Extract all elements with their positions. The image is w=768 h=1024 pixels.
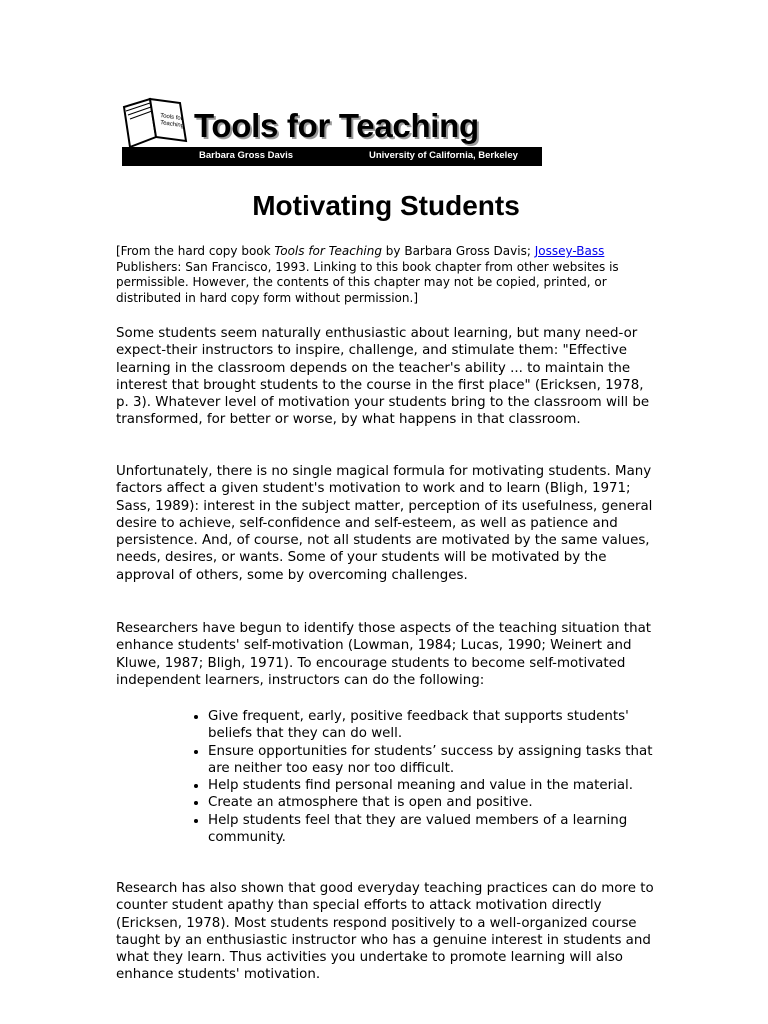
list-item: • Ensure opportunities for students’ success by assigning tasks that are neither too easy nor too difficult. <box>208 743 658 778</box>
banner-author: Barbara Gross Davis <box>199 150 293 161</box>
note-book-title: Tools for Teaching <box>274 244 382 258</box>
paragraph-3: Researchers have begun to identify those aspects of the teaching situation that enhance students' self-motivation (Lowman, 1984; Lucas, 1990; Weinert and Kluwe, 1987; Bligh, 1971). To encourage students to become self-motivated independent learners, instructors can do the following: <box>116 621 652 688</box>
paragraph-4: Research has also shown that good everyday teaching practices can do more to counter student apathy than special efforts to attack motivation directly (Ericksen, 1978). Most students respond positively to a well-organized course taught by an enthusiastic instructor who has a genuine interest in students and what they learn. Thus activities you undertake to promote learning will also enhance students' motivation. <box>116 881 654 983</box>
paragraph-1: Some students seem naturally enthusiastic about learning, but many need-or expect-their instructors to inspire, challenge, and stimulate them: "Effective learning in the classroom depends on the teacher's ability ... to maintain the interest that brought students to the course in the first place" (Ericksen, 1978, p. 3). Whatever level of motivation your students bring to the classroom will be transformed, for better or worse, by what happens in that classroom. <box>116 326 650 428</box>
svg-text:Teaching: Teaching <box>159 120 185 130</box>
list-item: • Create an atmosphere that is open and positive. <box>208 794 658 811</box>
note-by: by Barbara Gross Davis; <box>381 244 535 258</box>
banner-title: Tools for Teaching <box>194 107 479 144</box>
list-item: • Help students find personal meaning and value in the material. <box>208 777 658 794</box>
page-title: Motivating Students <box>252 190 520 221</box>
paragraph-2: Unfortunately, there is no single magical formula for motivating students. Many factors affect a given student's motivation to work and to learn (Bligh, 1971; Sass, 1989): interest in the subject matter, perception of its usefulness, general desire to achieve, self-confidence and self-esteem, as well as patience and persistence. And, of course, not all students are motivated by the same values, needs, desires, or wants. Some of your students will be motivated by the approval of others, some by overcoming challenges. <box>116 464 653 583</box>
source-note <box>116 244 656 306</box>
note-open: [From the hard copy book <box>116 244 275 258</box>
publisher-link[interactable]: Jossey-Bass <box>534 244 605 258</box>
header-banner <box>122 97 542 169</box>
list-item: • Help students feel that they are valued members of a learning community. <box>208 812 658 847</box>
banner-institution: University of California, Berkeley <box>369 150 518 161</box>
svg-text:Tools for: Tools for <box>159 113 184 123</box>
list-item: • Give frequent, early, positive feedback that supports students' beliefs that they can do well. <box>208 708 658 743</box>
note-rest: Publishers: San Francisco, 1993. Linking to this book chapter from other websites is permissible. However, the contents of this chapter may not be copied, printed, or distributed in hard copy form without permission.] <box>116 259 619 305</box>
tips-list <box>184 708 658 846</box>
